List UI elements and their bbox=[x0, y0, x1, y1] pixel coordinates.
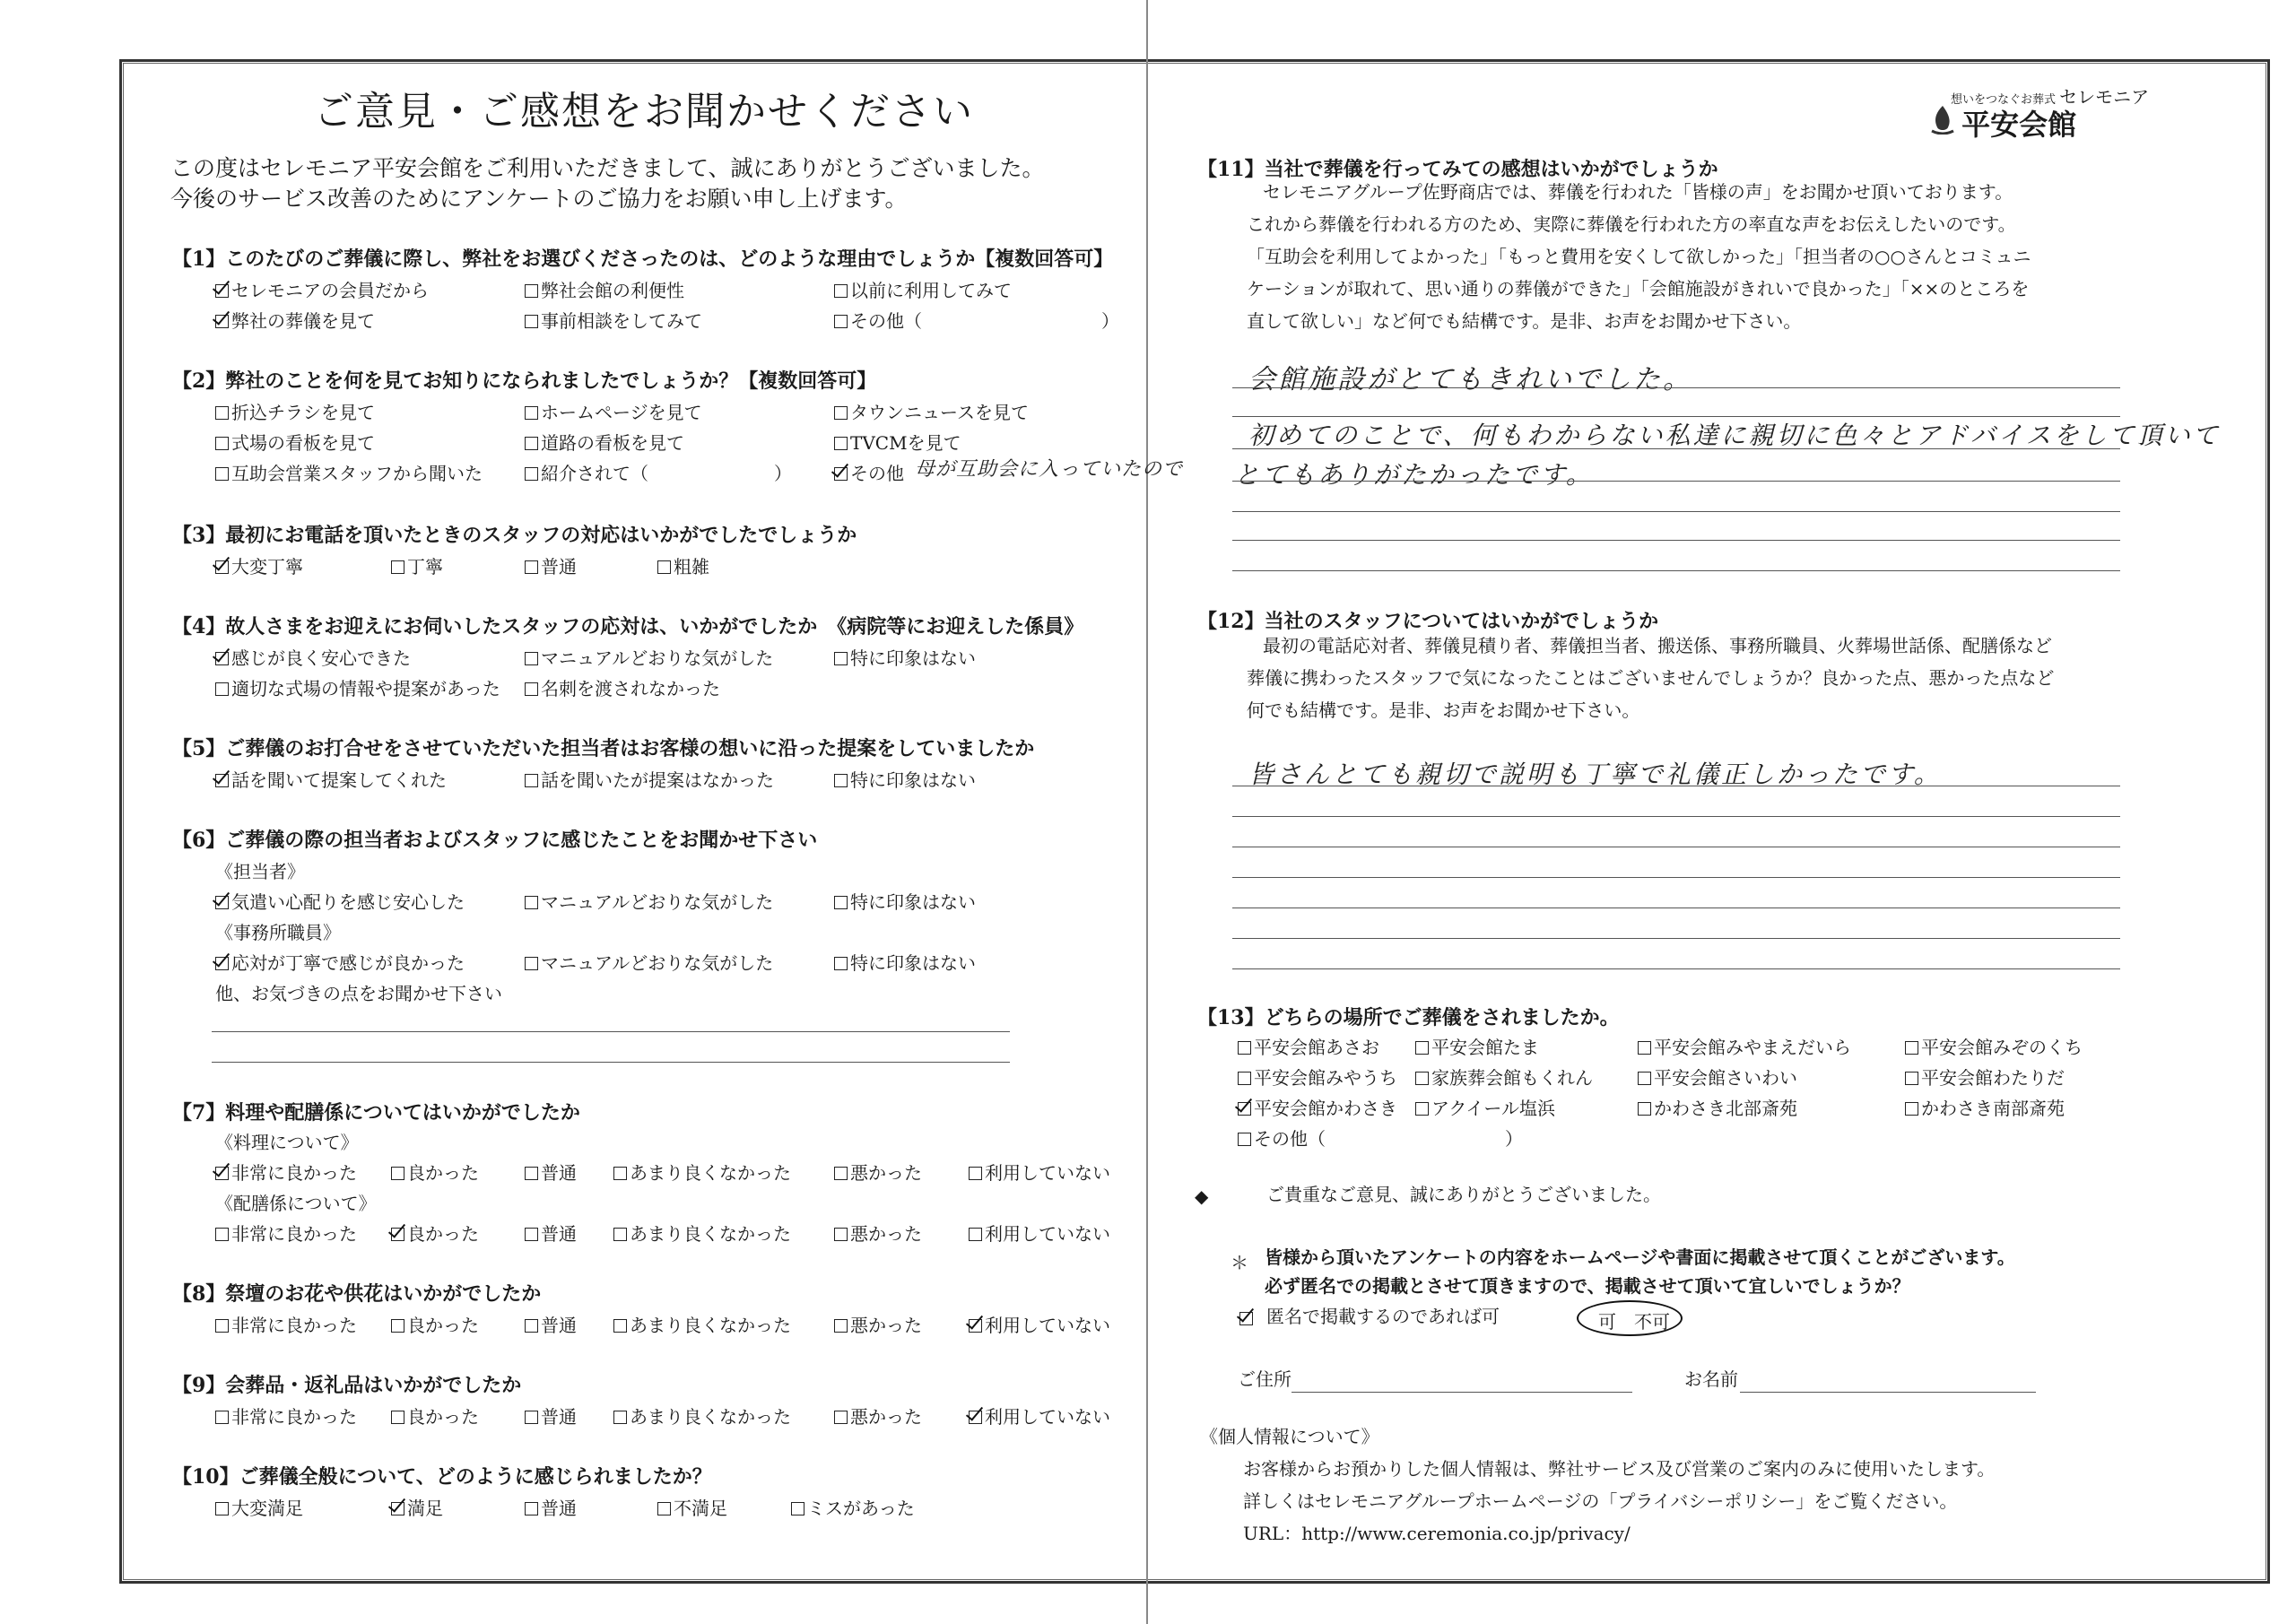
q9-option-4[interactable]: あまり良くなかった bbox=[613, 1403, 791, 1429]
q7-ryori-option-3[interactable]: 普通 bbox=[525, 1159, 577, 1185]
q8-option-3[interactable]: 普通 bbox=[525, 1311, 577, 1337]
q13-option-saiwai[interactable]: 平安会館さいわい bbox=[1638, 1064, 1797, 1090]
checkbox[interactable] bbox=[613, 1228, 627, 1241]
checkbox-checked[interactable] bbox=[215, 1167, 229, 1180]
checkbox[interactable] bbox=[613, 1411, 627, 1424]
checkbox[interactable] bbox=[1638, 1102, 1651, 1116]
checkbox[interactable] bbox=[391, 1319, 404, 1333]
checkbox-checked[interactable] bbox=[391, 1228, 404, 1241]
q6-jimusho-option-2[interactable]: マニュアルどおりな気がした bbox=[525, 949, 773, 975]
checkbox[interactable] bbox=[215, 1228, 229, 1241]
q12-rule-2[interactable] bbox=[1232, 816, 2120, 817]
checkbox[interactable] bbox=[525, 406, 538, 420]
checkbox[interactable] bbox=[1415, 1102, 1429, 1116]
q11-desc-4: ケーションが取れて、思い通りの葬儀ができた」「会館施設がきれいで良かった」「××のところを bbox=[1247, 278, 2030, 300]
checkbox-checked[interactable] bbox=[391, 1502, 404, 1515]
checkbox-checked[interactable] bbox=[215, 560, 229, 574]
q1-option-6[interactable]: その他（ ） bbox=[834, 307, 1119, 333]
checkbox-checked[interactable] bbox=[1238, 1102, 1251, 1116]
q7-haizen-option-3[interactable]: 普通 bbox=[525, 1220, 577, 1246]
q13-option-miyamaedaira[interactable]: 平安会館みやまえだいら bbox=[1638, 1033, 1851, 1059]
q12-rule-6[interactable] bbox=[1232, 938, 2120, 939]
q6-jimusho-option-1[interactable]: 応対が丁寧で感じが良かった bbox=[215, 949, 465, 975]
checkbox[interactable] bbox=[1638, 1041, 1651, 1055]
checkbox[interactable] bbox=[525, 1502, 538, 1515]
q6-sub-tanto: 《担当者》 bbox=[215, 861, 305, 882]
consent-choice[interactable]: 可 不可 bbox=[1598, 1311, 1670, 1333]
q2-title: 【2】弊社のことを何を見てお知りになられましたでしょうか？【複数回答可】 bbox=[172, 369, 877, 393]
q10-option-4[interactable]: 不満足 bbox=[657, 1494, 727, 1520]
asterisk-icon: ＊ bbox=[1231, 1252, 1248, 1273]
checkbox[interactable] bbox=[215, 406, 229, 420]
q12-rule-7[interactable] bbox=[1232, 968, 2120, 969]
q13-option-nanbu[interactable]: かわさき南部斎苑 bbox=[1905, 1094, 2065, 1120]
checkbox[interactable] bbox=[1238, 1072, 1251, 1085]
checkbox[interactable] bbox=[791, 1502, 804, 1515]
flame-logo-icon bbox=[1928, 121, 1957, 138]
q9-title: 【9】会葬品・返礼品はいかがでしたか bbox=[172, 1374, 522, 1397]
q6-prompt: 他、お気づきの点をお聞かせ下さい bbox=[215, 983, 502, 1004]
logo bbox=[1928, 102, 2076, 143]
checkbox-checked[interactable] bbox=[834, 467, 848, 481]
q13-option-other[interactable]: その他（ ） bbox=[1238, 1125, 1523, 1151]
checkbox[interactable] bbox=[834, 1228, 848, 1241]
q7-haizen-option-2[interactable]: 良かった bbox=[391, 1220, 479, 1246]
checkbox-checked[interactable] bbox=[969, 1319, 982, 1333]
privacy-title: 《個人情報について》 bbox=[1200, 1426, 1379, 1447]
q13-option-hokubu[interactable]: かわさき北部斎苑 bbox=[1638, 1094, 1797, 1120]
q13-option-wataridа[interactable]: 平安会館わたりだ bbox=[1905, 1064, 2065, 1090]
q7-haizen-option-6[interactable]: 利用していない bbox=[969, 1220, 1110, 1246]
checkbox[interactable] bbox=[1415, 1041, 1429, 1055]
checkbox-checked[interactable] bbox=[215, 774, 229, 787]
q7-ryori-option-1[interactable]: 非常に良かった bbox=[215, 1159, 357, 1185]
q11-desc-3: 「互助会を利用してよかった」「もっと費用を安くして欲しかった」「担当者の○○さんとコミュニ bbox=[1247, 246, 2031, 267]
q4-title: 【4】故人さまをお迎えにお伺いしたスタッフの応対は、いかがでしたか 《病院等にお迎えした係員》 bbox=[172, 615, 1084, 638]
checkbox[interactable] bbox=[215, 467, 229, 481]
name-line[interactable] bbox=[1740, 1392, 2036, 1393]
q7-ryori-option-6[interactable]: 利用していない bbox=[969, 1159, 1110, 1185]
q1-option-2[interactable]: 弊社会館の利便性 bbox=[525, 276, 684, 302]
q1-option-5[interactable]: 事前相談をしてみて bbox=[525, 307, 702, 333]
privacy-line-2: 詳しくはセレモニアグループホームページの「プライバシーポリシー」をご覧ください。 bbox=[1243, 1490, 1958, 1512]
checkbox[interactable] bbox=[1238, 1041, 1251, 1055]
q12-answer: 皆さんとても親切で説明も丁寧で礼儀正しかったです。 bbox=[1248, 760, 1942, 789]
checkbox[interactable] bbox=[525, 774, 538, 787]
q13-option-miyauchi[interactable]: 平安会館みやうち bbox=[1238, 1064, 1397, 1090]
checkbox[interactable] bbox=[834, 1167, 848, 1180]
address-line[interactable] bbox=[1292, 1392, 1632, 1393]
q12-desc-2: 葬儀に携わったスタッフで気になったことはございませんでしょうか？良かった点、悪かった点など bbox=[1247, 667, 2055, 689]
q10-title: 【10】ご葬儀全般について、どのように感じられましたか？ bbox=[172, 1465, 712, 1489]
q3-option-1[interactable]: 大変丁寧 bbox=[215, 552, 303, 578]
checkbox[interactable] bbox=[525, 467, 538, 481]
checkbox[interactable] bbox=[1238, 1133, 1251, 1146]
q1-option-4[interactable]: 弊社の葬儀を見て bbox=[215, 307, 375, 333]
q2-option-3[interactable]: タウンニュースを見て bbox=[834, 398, 1029, 424]
q11-desc-1: セレモニアグループ佐野商店では、葬儀を行われた「皆様の声」をお聞かせ頂いております。 bbox=[1263, 181, 2013, 203]
q8-option-6[interactable]: 利用していない bbox=[969, 1311, 1110, 1337]
checkbox[interactable] bbox=[969, 1167, 982, 1180]
checkbox[interactable] bbox=[215, 682, 229, 696]
q13-title: 【13】どちらの場所でご葬儀をされましたか。 bbox=[1197, 1006, 1620, 1029]
q5-option-1[interactable]: 話を聞いて提案してくれた bbox=[215, 766, 447, 792]
checkbox[interactable] bbox=[1905, 1041, 1918, 1055]
page-fold-line bbox=[1146, 0, 1148, 1624]
q6-sub-jimusho: 《事務所職員》 bbox=[215, 922, 341, 943]
q6-tanto-option-2[interactable]: マニュアルどおりな気がした bbox=[525, 888, 773, 914]
q11-answer-line-2: 初めてのことで、何もわからない私達に親切に色々とアドバイスをして頂いて bbox=[1248, 421, 2221, 450]
q4-option-5[interactable]: 名刺を渡されなかった bbox=[525, 674, 720, 700]
q1-option-1[interactable]: セレモニアの会員だから bbox=[215, 276, 429, 302]
q4-option-3[interactable]: 特に印象はない bbox=[834, 644, 976, 670]
q7-sub-ryori: 《料理について》 bbox=[215, 1132, 359, 1153]
q5-title: 【5】ご葬儀のお打合せをさせていただいた担当者はお客様の想いに沿った提案をしていましたか bbox=[172, 737, 1035, 760]
publish-note-1: 皆様から頂いたアンケートの内容をホームページや書面に掲載させて頂くことがございます。 bbox=[1265, 1246, 2015, 1268]
checkbox[interactable] bbox=[834, 1319, 848, 1333]
checkbox[interactable] bbox=[834, 774, 848, 787]
q8-option-4[interactable]: あまり良くなかった bbox=[613, 1311, 791, 1337]
q12-title: 【12】当社のスタッフについてはいかがでしょうか bbox=[1197, 610, 1659, 633]
checkbox-checked[interactable] bbox=[215, 957, 229, 970]
q8-option-1[interactable]: 非常に良かった bbox=[215, 1311, 357, 1337]
checkbox[interactable] bbox=[525, 652, 538, 665]
checkbox[interactable] bbox=[525, 284, 538, 298]
q11-desc-5: 直して欲しい」など何でも結構です。是非、お声をお聞かせ下さい。 bbox=[1247, 310, 1802, 332]
q9-option-1[interactable]: 非常に良かった bbox=[215, 1403, 357, 1429]
checkbox[interactable] bbox=[1905, 1102, 1918, 1116]
consent-checkbox[interactable] bbox=[1239, 1307, 1256, 1329]
checkbox-checked[interactable] bbox=[1239, 1312, 1253, 1325]
q5-option-2[interactable]: 話を聞いたが提案はなかった bbox=[525, 766, 774, 792]
checkbox[interactable] bbox=[215, 1502, 229, 1515]
q6-jimusho-option-3[interactable]: 特に印象はない bbox=[834, 949, 976, 975]
checkbox[interactable] bbox=[1638, 1072, 1651, 1085]
q11-title: 【11】当社で葬儀を行ってみての感想はいかがでしょうか bbox=[1197, 158, 1718, 181]
q12-desc-3: 何でも結構です。是非、お声をお聞かせ下さい。 bbox=[1247, 699, 1640, 721]
checkbox[interactable] bbox=[215, 1319, 229, 1333]
q9-option-3[interactable]: 普通 bbox=[525, 1403, 577, 1429]
checkbox[interactable] bbox=[391, 1167, 404, 1180]
checkbox[interactable] bbox=[525, 437, 538, 450]
q11-rule-4[interactable] bbox=[1232, 481, 2120, 482]
checkbox[interactable] bbox=[1415, 1072, 1429, 1085]
checkbox[interactable] bbox=[525, 1167, 538, 1180]
checkbox[interactable] bbox=[525, 1319, 538, 1333]
q6-tanto-option-3[interactable]: 特に印象はない bbox=[834, 888, 976, 914]
q6-tanto-option-1[interactable]: 気遣い心配りを感じ安心した bbox=[215, 888, 465, 914]
q3-title: 【3】最初にお電話を頂いたときのスタッフの対応はいかがでしたでしょうか bbox=[172, 524, 857, 547]
checkbox[interactable] bbox=[834, 652, 848, 665]
page-title: ご意見・ご感想をお聞かせください bbox=[314, 89, 974, 135]
q9-option-2[interactable]: 良かった bbox=[391, 1403, 479, 1429]
checkbox[interactable] bbox=[525, 896, 538, 909]
checkbox[interactable] bbox=[834, 957, 848, 970]
intro-line-1: この度はセレモニア平安会館をご利用いただきまして、誠にありがとうございました。 bbox=[170, 155, 1045, 181]
q2-option-9[interactable]: その他 bbox=[834, 459, 904, 485]
q2-option-1[interactable]: 折込チラシを見て bbox=[215, 398, 375, 424]
checkbox[interactable] bbox=[525, 315, 538, 328]
q9-option-6[interactable]: 利用していない bbox=[969, 1403, 1110, 1429]
checkbox[interactable] bbox=[525, 1411, 538, 1424]
checkbox[interactable] bbox=[1905, 1072, 1918, 1085]
q13-option-mizonokuchi[interactable]: 平安会館みぞのくち bbox=[1905, 1033, 2083, 1059]
checkbox[interactable] bbox=[834, 896, 848, 909]
q4-option-4[interactable]: 適切な式場の情報や提案があった bbox=[215, 674, 500, 700]
privacy-url[interactable]: URL：http://www.ceremonia.co.jp/privacy/ bbox=[1243, 1523, 1631, 1544]
checkbox-checked[interactable] bbox=[215, 284, 229, 298]
q6-title: 【6】ご葬儀の際の担当者およびスタッフに感じたことをお聞かせ下さい bbox=[172, 829, 818, 852]
q13-option-accueil[interactable]: アクイール塩浜 bbox=[1415, 1094, 1555, 1120]
checkbox[interactable] bbox=[613, 1167, 627, 1180]
checkbox[interactable] bbox=[969, 1228, 982, 1241]
q2-option-2[interactable]: ホームページを見て bbox=[525, 398, 702, 424]
q7-ryori-option-5[interactable]: 悪かった bbox=[834, 1159, 922, 1185]
q11-rule-3[interactable] bbox=[1232, 448, 2120, 449]
hand-drawn-circle bbox=[1577, 1300, 1683, 1336]
checkbox[interactable] bbox=[834, 284, 848, 298]
q10-option-3[interactable]: 普通 bbox=[525, 1494, 577, 1520]
q6-answer-line-1[interactable] bbox=[212, 1031, 1010, 1032]
checkbox[interactable] bbox=[834, 437, 848, 450]
checkbox-checked[interactable] bbox=[215, 315, 229, 328]
checkbox[interactable] bbox=[391, 560, 404, 574]
q10-option-2[interactable]: 満足 bbox=[391, 1494, 443, 1520]
checkbox[interactable] bbox=[657, 1502, 671, 1515]
q7-haizen-option-1[interactable]: 非常に良かった bbox=[215, 1220, 357, 1246]
checkbox[interactable] bbox=[525, 1228, 538, 1241]
q12-desc-1: 最初の電話応対者、葬儀見積り者、葬儀担当者、搬送係、事務所職員、火葬場世話係、配膳係など bbox=[1263, 635, 2052, 656]
q7-haizen-option-5[interactable]: 悪かった bbox=[834, 1220, 922, 1246]
q3-option-2[interactable]: 丁寧 bbox=[391, 552, 443, 578]
diamond-icon: ◆ bbox=[1195, 1185, 1209, 1207]
q1-title: 【1】このたびのご葬儀に際し、弊社をお選びくださったのは、どのような理由でしょうか【複数回答可】 bbox=[172, 248, 1114, 271]
q11-rule-5[interactable] bbox=[1232, 511, 2120, 512]
checkbox-checked[interactable] bbox=[969, 1411, 982, 1424]
address-label: ご住所 bbox=[1238, 1368, 1292, 1390]
consent-label: 匿名で掲載するのであれば可 bbox=[1266, 1306, 1500, 1327]
q11-answer-line-3: とてもありがたかったです。 bbox=[1234, 460, 1594, 490]
checkbox-checked[interactable] bbox=[215, 652, 229, 665]
q11-rule-2[interactable] bbox=[1232, 416, 2120, 417]
q7-title: 【7】料理や配膳係についてはいかがでしたか bbox=[172, 1101, 580, 1125]
q10-option-5[interactable]: ミスがあった bbox=[791, 1494, 915, 1520]
q5-option-3[interactable]: 特に印象はない bbox=[834, 766, 976, 792]
closing-thanks: ご貴重なご意見、誠にありがとうございました。 bbox=[1266, 1184, 1661, 1205]
checkbox[interactable] bbox=[657, 560, 671, 574]
q3-option-3[interactable]: 普通 bbox=[525, 552, 577, 578]
checkbox[interactable] bbox=[215, 1411, 229, 1424]
q7-ryori-option-2[interactable]: 良かった bbox=[391, 1159, 479, 1185]
q12-rule-4[interactable] bbox=[1232, 877, 2120, 878]
q2-option-7[interactable]: 互助会営業スタッフから聞いた bbox=[215, 459, 483, 485]
privacy-line-1: お客様からお預かりした個人情報は、弊社サービス及び営業のご案内のみに使用いたします。 bbox=[1243, 1458, 1996, 1480]
q7-haizen-option-4[interactable]: あまり良くなかった bbox=[613, 1220, 791, 1246]
q2-other-handwritten: 母が互助会に入っていたので bbox=[915, 458, 1184, 481]
checkbox[interactable] bbox=[613, 1319, 627, 1333]
checkbox[interactable] bbox=[834, 1411, 848, 1424]
checkbox[interactable] bbox=[834, 406, 848, 420]
q4-option-2[interactable]: マニュアルどおりな気がした bbox=[525, 644, 773, 670]
q1-option-3[interactable]: 以前に利用してみて bbox=[834, 276, 1012, 302]
q8-title: 【8】祭壇のお花や供花はいかがでしたか bbox=[172, 1282, 542, 1306]
logo-tagline: 想いをつなぐお葬式 セレモニア bbox=[1951, 86, 2150, 108]
q9-option-5[interactable]: 悪かった bbox=[834, 1403, 922, 1429]
q2-option-5[interactable]: 道路の看板を見て bbox=[525, 429, 684, 455]
publish-note-2: 必ず匿名での掲載とさせて頂きますので、掲載させて頂いて宜しいでしょうか？ bbox=[1265, 1275, 1910, 1297]
checkbox[interactable] bbox=[834, 315, 848, 328]
checkbox[interactable] bbox=[525, 957, 538, 970]
q7-sub-haizen: 《配膳係について》 bbox=[215, 1193, 377, 1214]
q13-option-asao[interactable]: 平安会館あさお bbox=[1238, 1033, 1379, 1059]
q11-answer-line-1: 会館施設がとてもきれいでした。 bbox=[1248, 364, 1692, 395]
checkbox[interactable] bbox=[525, 560, 538, 574]
q10-option-1[interactable]: 大変満足 bbox=[215, 1494, 303, 1520]
q13-option-tama[interactable]: 平安会館たま bbox=[1415, 1033, 1539, 1059]
q11-rule-6[interactable] bbox=[1232, 540, 2120, 541]
q2-option-6[interactable]: TVCMを見て bbox=[834, 429, 961, 455]
intro-line-2: 今後のサービス改善のためにアンケートのご協力をお願い申し上げます。 bbox=[170, 186, 908, 212]
q13-option-kawasaki[interactable]: 平安会館かわさき bbox=[1238, 1094, 1397, 1120]
checkbox[interactable] bbox=[391, 1411, 404, 1424]
checkbox-checked[interactable] bbox=[215, 896, 229, 909]
logo-name: 平安会館 bbox=[1961, 108, 2077, 142]
q11-desc-2: これから葬儀を行われる方のため、実際に葬儀を行われた方の率直な声をお伝えしたいのです。 bbox=[1247, 213, 2016, 235]
q2-option-8[interactable]: 紹介されて（ ） bbox=[525, 459, 792, 485]
q4-option-1[interactable]: 感じが良く安心できた bbox=[215, 644, 411, 670]
checkbox[interactable] bbox=[525, 682, 538, 696]
q11-rule-7[interactable] bbox=[1232, 570, 2120, 571]
checkbox[interactable] bbox=[215, 437, 229, 450]
q6-answer-line-2[interactable] bbox=[212, 1062, 1010, 1063]
q3-option-4[interactable]: 粗雑 bbox=[657, 552, 709, 578]
name-label: お名前 bbox=[1684, 1368, 1738, 1390]
q2-option-4[interactable]: 式場の看板を見て bbox=[215, 429, 375, 455]
q8-option-2[interactable]: 良かった bbox=[391, 1311, 479, 1337]
q11-rule-1[interactable] bbox=[1232, 387, 2120, 388]
q8-option-5[interactable]: 悪かった bbox=[834, 1311, 922, 1337]
q13-option-mokuren[interactable]: 家族葬会館もくれん bbox=[1415, 1064, 1593, 1090]
q7-ryori-option-4[interactable]: あまり良くなかった bbox=[613, 1159, 791, 1185]
